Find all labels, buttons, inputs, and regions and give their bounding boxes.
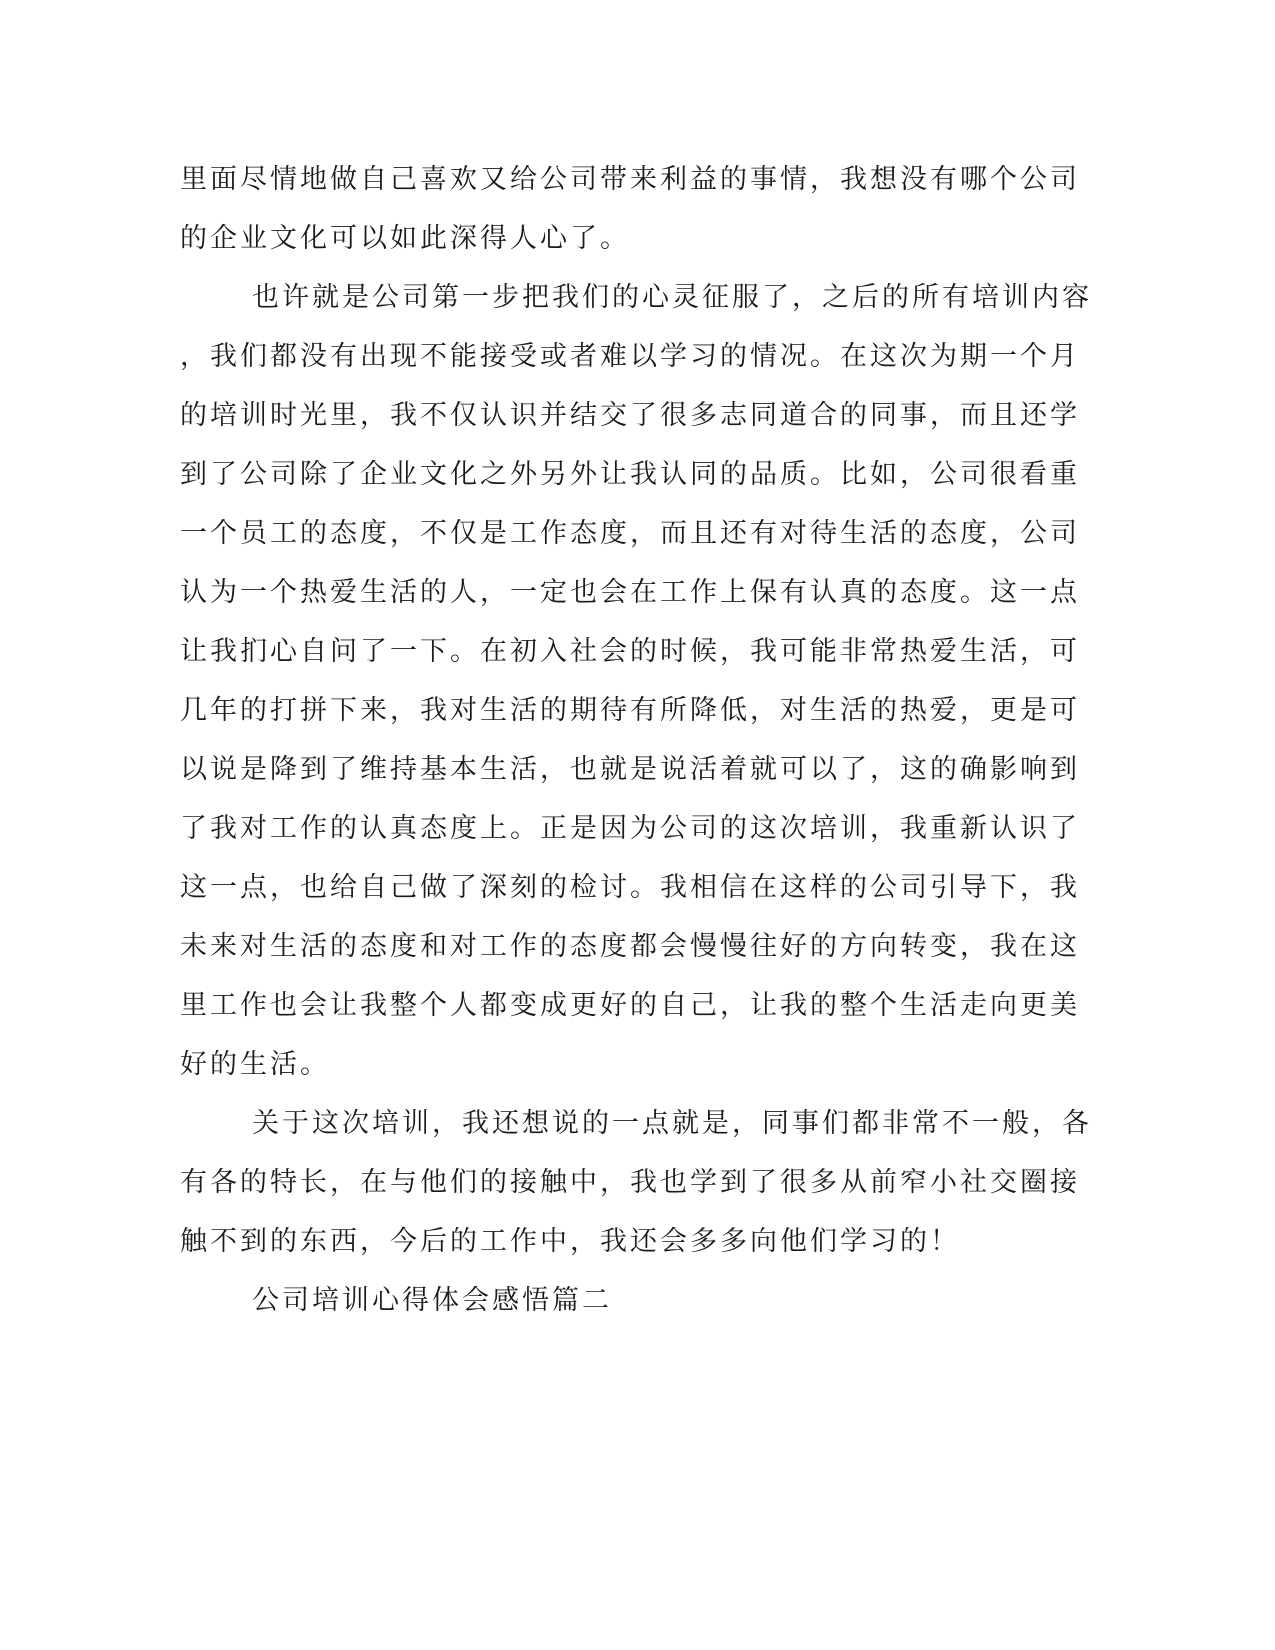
paragraph-line: 有各的特长，在与他们的接触中，我也学到了很多从前窄小社交圈接 [180,1167,1080,1198]
paragraph-line: 里工作也会让我整个人都变成更好的自己，让我的整个生活走向更美 [180,990,1080,1021]
paragraph-line: 触不到的东西，今后的工作中，我还会多多向他们学习的！ [180,1226,960,1257]
paragraph-line: 几年的打拼下来，我对生活的期待有所降低，对生活的热爱，更是可 [180,695,1080,726]
section-heading: 公司培训心得体会感悟篇二 [252,1285,612,1316]
paragraph-line: 这一点，也给自己做了深刻的检讨。我相信在这样的公司引导下，我 [180,872,1080,903]
paragraph-line: 到了公司除了企业文化之外另外让我认同的品质。比如，公司很看重 [180,459,1080,490]
paragraph-line: 也许就是公司第一步把我们的心灵征服了，之后的所有培训内容 [252,282,1092,313]
paragraph-line: 未来对生活的态度和对工作的态度都会慢慢往好的方向转变，我在这 [180,931,1080,962]
paragraph-line: 一个员工的态度，不仅是工作态度，而且还有对待生活的态度，公司 [180,518,1080,549]
paragraph-line: 的企业文化可以如此深得人心了。 [180,223,630,254]
paragraph-line: 以说是降到了维持基本生活，也就是说活着就可以了，这的确影响到 [180,754,1080,785]
paragraph-line: 好的生活。 [180,1049,330,1080]
paragraph-line: 认为一个热爱生活的人，一定也会在工作上保有认真的态度。这一点 [180,577,1080,608]
paragraph-line: 了我对工作的认真态度上。正是因为公司的这次培训，我重新认识了 [180,813,1080,844]
paragraph-line: ，我们都没有出现不能接受或者难以学习的情况。在这次为期一个月 [180,341,1080,372]
paragraph-line: 里面尽情地做自己喜欢又给公司带来利益的事情，我想没有哪个公司 [180,164,1080,195]
paragraph-line: 关于这次培训，我还想说的一点就是，同事们都非常不一般，各 [252,1108,1092,1139]
paragraph-line: 的培训时光里，我不仅认识并结交了很多志同道合的同事，而且还学 [180,400,1080,431]
paragraph-line: 让我扪心自问了一下。在初入社会的时候，我可能非常热爱生活，可 [180,636,1080,667]
